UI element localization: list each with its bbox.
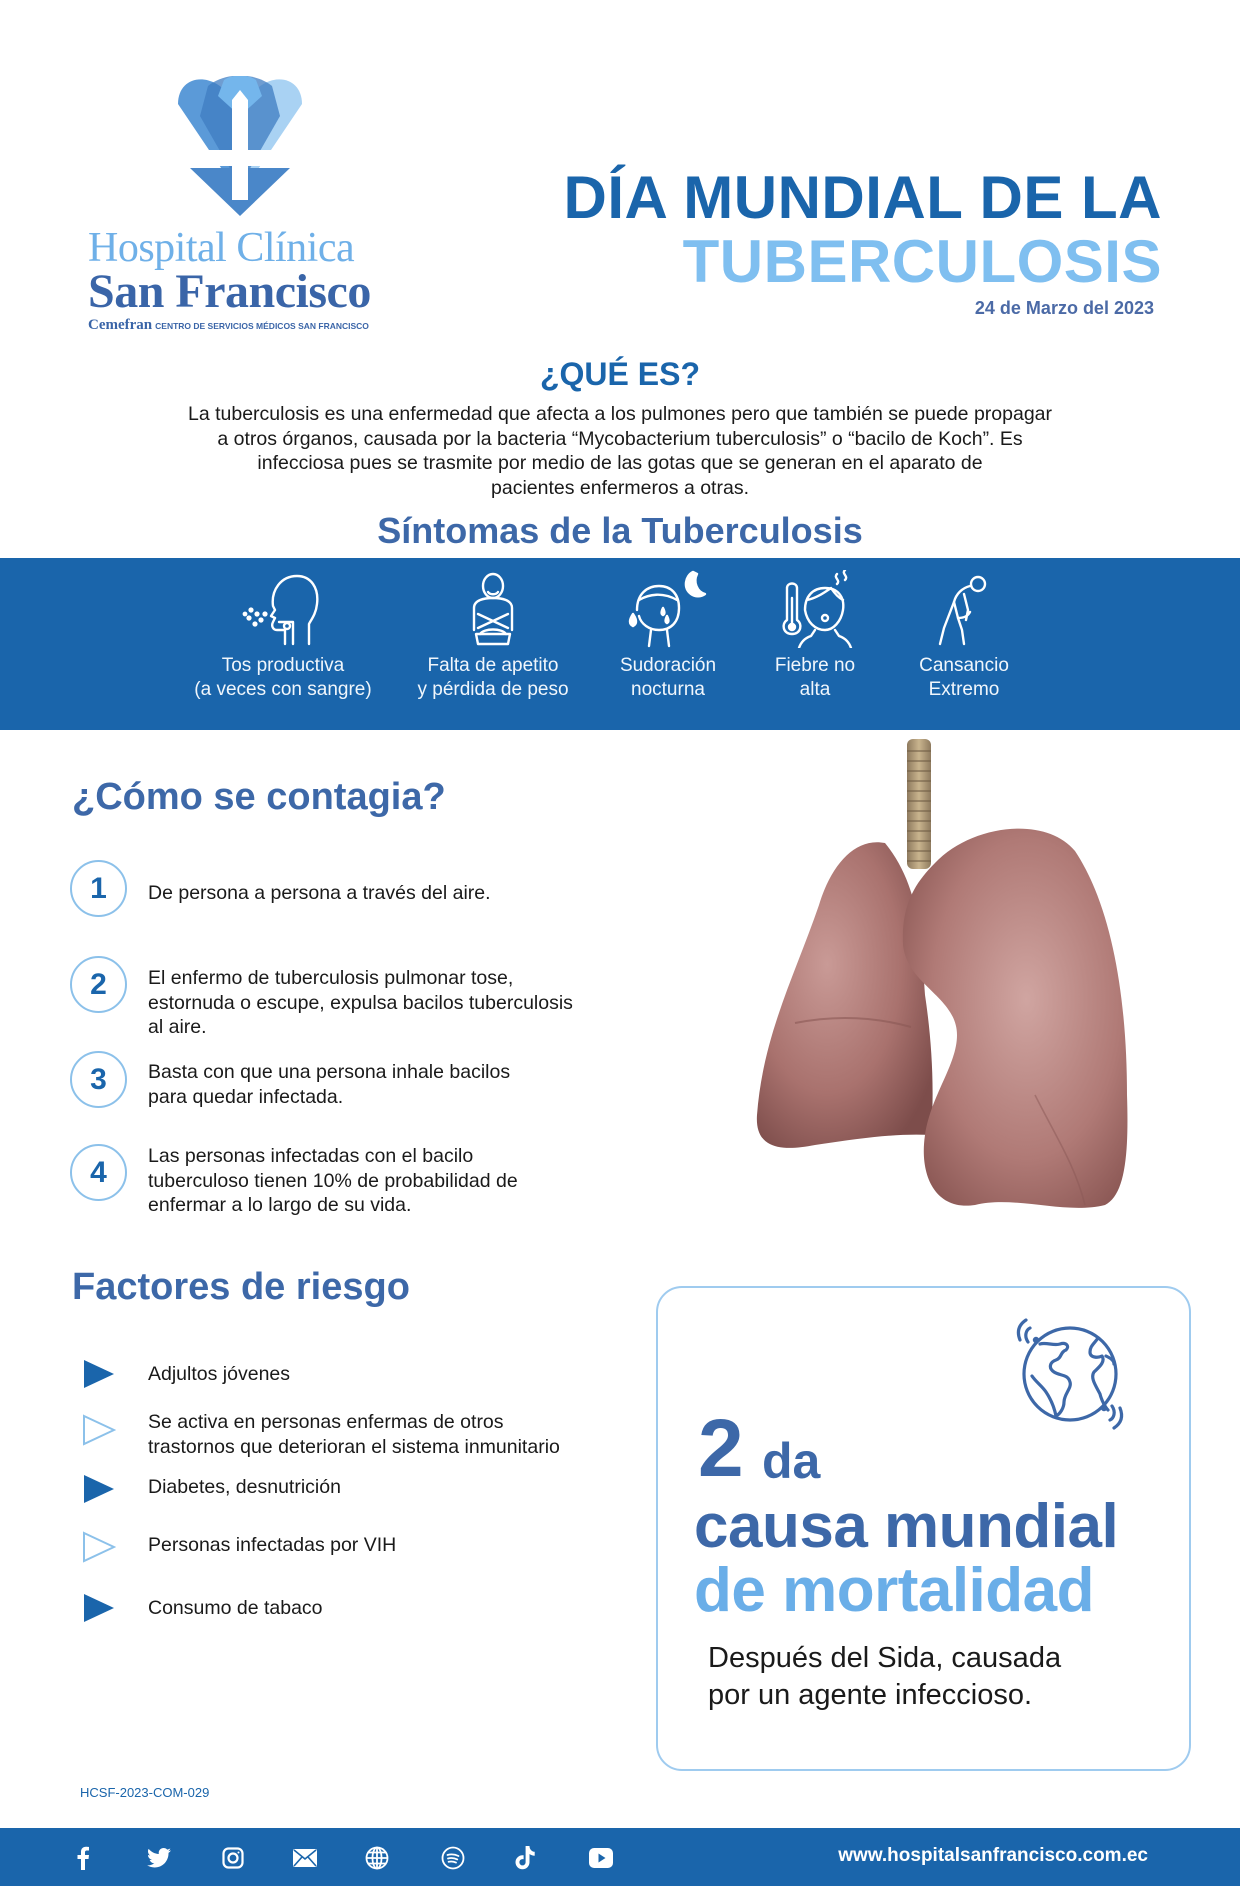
facebook-icon [76, 1846, 90, 1870]
step-text-line: tuberculoso tienen 10% de probabilidad de [148, 1169, 518, 1192]
risk-factor-line: Consumo de tabaco [148, 1597, 323, 1619]
contagio-heading: ¿Cómo se contagia? [72, 776, 446, 818]
symptom-label-line: y pérdida de peso [417, 679, 569, 700]
triangle-bullet-filled-icon [82, 1592, 116, 1624]
triangle-bullet-outline-icon [82, 1531, 116, 1563]
step-number-badge: 3 [70, 1051, 127, 1108]
document-code: HCSF-2023-COM-029 [80, 1785, 210, 1800]
stat-headline-line-2: de mortalidad [694, 1556, 1095, 1625]
symptom-fatigue [898, 558, 1030, 702]
step-text-line: enfermar a lo largo de su vida. [148, 1194, 412, 1216]
step-number-badge: 2 [70, 956, 127, 1013]
logo-tagline [88, 316, 369, 334]
step-number-badge: 4 [70, 1144, 127, 1201]
step-text [148, 966, 688, 1040]
sintomas-heading: Síntomas de la Tuberculosis [377, 510, 863, 551]
que-es-description [100, 402, 1140, 500]
mortality-stat-card [656, 1286, 1191, 1771]
spotify-link[interactable] [440, 1845, 466, 1871]
que-es-line: a otros órganos, causada por la bacteria “Mycobacterium tuberculosis” o “bacilo de Koch”. Es [217, 427, 1023, 450]
stat-rank-suffix: da [762, 1433, 821, 1489]
step-text-line: estornuda o escupe, expulsa bacilos tuberculosis [148, 991, 573, 1014]
youtube-link[interactable] [588, 1845, 614, 1871]
step-text-line: para quedar infectada. [148, 1085, 344, 1108]
symptom-cough [178, 558, 388, 702]
step-text-line: De persona a persona a través del aire. [148, 882, 491, 904]
step-text [148, 1144, 688, 1218]
appetite-loss-icon [458, 570, 528, 648]
symptom-label [752, 654, 878, 702]
coughing-head-icon [241, 570, 325, 648]
symptom-label-line: nocturna [631, 679, 705, 700]
triangle-bullet-filled-icon [82, 1358, 116, 1390]
symptom-label-line: (a veces con sangre) [194, 679, 372, 700]
symptom-label [398, 654, 588, 702]
website-url-link[interactable]: www.hospitalsanfrancisco.com.ec [838, 1845, 1148, 1866]
risk-factor-line: Adjultos jóvenes [148, 1363, 291, 1385]
facebook-link[interactable] [70, 1845, 96, 1871]
stat-description-line: Después del Sida, causada [708, 1642, 1062, 1674]
email-link[interactable] [292, 1845, 318, 1871]
symptom-label-line: Fiebre no [774, 655, 856, 676]
logo-text-san-francisco: San Francisco [88, 265, 371, 318]
risk-factor-text [148, 1596, 708, 1621]
step-text-line: Las personas infectadas con el bacilo [148, 1145, 474, 1167]
page-title [563, 164, 1162, 319]
globe-icon [1010, 1316, 1130, 1436]
risk-factor-line: Se activa en personas enfermas de otros [148, 1411, 504, 1433]
symptom-label-line: Extremo [928, 679, 1000, 700]
fever-thermometer-icon [775, 570, 855, 648]
symptom-label-line: Cansancio [919, 655, 1009, 676]
title-line-2: TUBERCULOSIS [682, 228, 1162, 295]
symptoms-band [0, 558, 1240, 730]
riesgo-heading: Factores de riesgo [72, 1266, 410, 1308]
stat-description-line: por un agente infeccioso. [708, 1679, 1033, 1711]
instagram-icon [222, 1847, 244, 1869]
que-es-line: infecciosa pues se trasmite por medio de las gotas que se generan en el aparato de [257, 452, 983, 474]
logo-tagline-brand: Cemefran [88, 317, 153, 333]
risk-factor-line: trastornos que deterioran el sistema inmunitario [148, 1435, 560, 1458]
symptom-appetite [398, 558, 588, 702]
risk-factor-text [148, 1410, 708, 1459]
hospital-logo-mark-icon [170, 76, 310, 216]
footer-bar [0, 1828, 1240, 1886]
symptom-label [898, 654, 1030, 702]
night-sweat-icon [623, 570, 713, 648]
symptom-label-line: Sudoración [619, 655, 717, 676]
title-line-1: DÍA MUNDIAL DE LA [563, 164, 1162, 231]
stat-rank-number: 2 [698, 1403, 744, 1494]
que-es-heading: ¿QUÉ ES? [539, 356, 700, 392]
symptom-label-line: Tos productiva [221, 655, 345, 676]
step-text [148, 881, 688, 906]
instagram-link[interactable] [220, 1845, 246, 1871]
step-text [148, 1060, 688, 1109]
step-number-badge: 1 [70, 860, 127, 917]
event-date: 24 de Marzo del 2023 [974, 298, 1154, 318]
triangle-bullet-filled-icon [82, 1473, 116, 1505]
website-link[interactable] [364, 1845, 390, 1871]
symptom-label [178, 654, 388, 702]
risk-factor-line: Personas infectadas por VIH [148, 1534, 397, 1556]
tiktok-link[interactable] [512, 1845, 538, 1871]
lungs-illustration [735, 735, 1135, 1245]
triangle-bullet-outline-icon [82, 1414, 116, 1446]
symptom-label [600, 654, 736, 702]
symptom-label-line: alta [799, 679, 831, 700]
tiktok-icon [515, 1846, 535, 1870]
email-icon [293, 1849, 317, 1867]
symptom-night-sweat [600, 558, 736, 702]
risk-factor-text [148, 1362, 708, 1387]
que-es-line: pacientes enfermeros a otras. [491, 476, 749, 499]
step-text-line: al aire. [148, 1016, 207, 1038]
web-globe-icon [365, 1846, 389, 1870]
risk-factor-text [148, 1475, 708, 1500]
step-text-line: El enfermo de tuberculosis pulmonar tose, [148, 967, 514, 989]
fatigue-person-icon [934, 570, 994, 648]
twitter-icon [147, 1848, 171, 1868]
risk-factor-line: Diabetes, desnutrición [148, 1476, 341, 1498]
symptom-fever [752, 558, 878, 702]
logo-tagline-text: CENTRO DE SERVICIOS MÉDICOS SAN FRANCISCO [155, 321, 369, 331]
logo-text-hospital-clinica: Hospital Clínica [88, 225, 355, 271]
youtube-icon [589, 1848, 613, 1868]
que-es-line: La tuberculosis es una enfermedad que afecta a los pulmones pero que también se puede propagar [188, 403, 1052, 425]
stat-headline-line-1: causa mundial [694, 1492, 1119, 1561]
step-text-line: Basta con que una persona inhale bacilos [148, 1061, 511, 1083]
risk-factor-text [148, 1533, 708, 1558]
symptom-label-line: Falta de apetito [427, 655, 559, 676]
spotify-icon [441, 1846, 465, 1870]
stat-description [708, 1640, 1061, 1714]
twitter-link[interactable] [146, 1845, 172, 1871]
